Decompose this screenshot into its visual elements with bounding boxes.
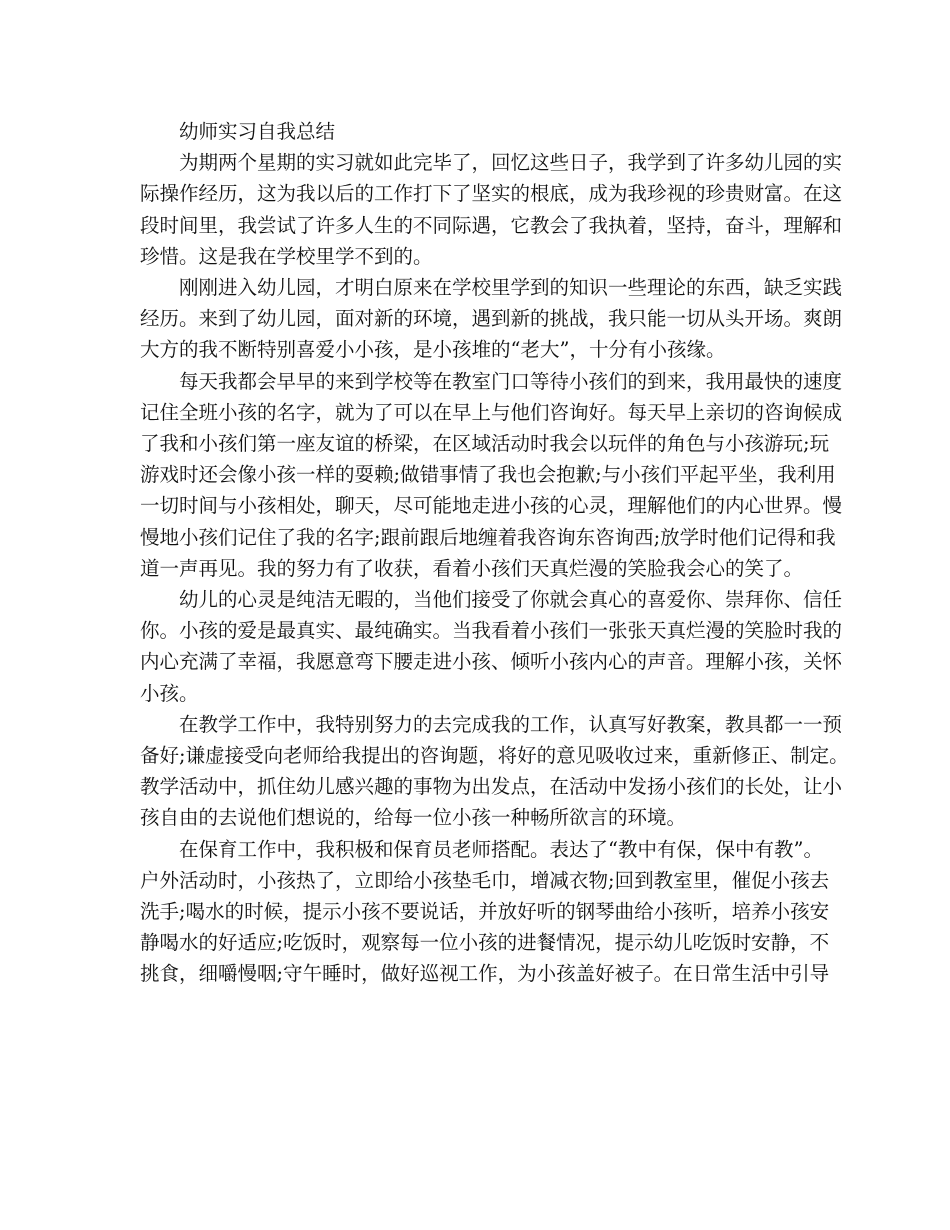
paragraph-line: 备好;谦虚接受向老师给我提出的咨询题，将好的意见吸收过来，重新修正、制定。	[140, 744, 849, 768]
paragraph-line: 洗手;喝水的时候，提示小孩不要说话，并放好听的钢琴曲给小孩听，培养小孩安	[140, 900, 830, 924]
paragraph-line: 了我和小孩们第一座友谊的桥梁，在区域活动时我会以玩伴的角色与小孩游玩;玩	[140, 432, 830, 456]
paragraph	[140, 834, 830, 990]
paragraph-line: 刚刚进入幼儿园，才明白原来在学校里学到的知识一些理论的东西，缺乏实践	[179, 276, 843, 300]
paragraph-line: 幼儿的心灵是纯洁无暇的，当他们接受了你就会真心的喜爱你、崇拜你、信任	[179, 588, 843, 612]
paragraph	[140, 147, 843, 272]
paragraph-line: 教学活动中，抓住幼儿感兴趣的事物为出发点，在活动中发扬小孩们的长处，让小	[140, 775, 843, 799]
paragraph	[140, 709, 849, 834]
document-title: 幼师实习自我总结	[179, 120, 336, 143]
paragraph-line: 大方的我不断特别喜爱小小孩，是小孩堆的“老大”，十分有小孩缘。	[140, 338, 726, 362]
paragraph-line: 挑食，细嚼慢咽;守午睡时，做好巡视工作，为小孩盖好被子。在日常生活中引导	[140, 962, 830, 986]
paragraph-line: 珍惜。这是我在学校里学不到的。	[140, 244, 433, 268]
paragraph-line: 在教学工作中，我特别努力的去完成我的工作，认真写好教案，教具都一一预	[179, 712, 843, 736]
paragraph	[140, 366, 843, 584]
paragraph-line: 一切时间与小孩相处，聊天，尽可能地走进小孩的心灵，理解他们的内心世界。慢	[140, 494, 843, 518]
paragraph	[140, 584, 843, 709]
paragraph-line: 游戏时还会像小孩一样的耍赖;做错事情了我也会抱歉;与小孩们平起平坐，我利用	[140, 463, 836, 487]
paragraph-line: 道一声再见。我的努力有了收获，看着小孩们天真烂漫的笑脸我会心的笑了。	[140, 556, 804, 580]
paragraph-line: 小孩。	[140, 681, 199, 705]
paragraph-line: 际操作经历，这为我以后的工作打下了坚实的根底，成为我珍视的珍贵财富。在这	[140, 182, 843, 206]
paragraph-line: 内心充满了幸福，我愿意弯下腰走进小孩、倾听小孩内心的声音。理解小孩，关怀	[140, 650, 843, 674]
paragraph-line: 为期两个星期的实习就如此完毕了，回忆这些日子，我学到了许多幼儿园的实	[179, 151, 843, 175]
paragraph-line: 慢地小孩们记住了我的名字;跟前跟后地缠着我咨询东咨询西;放学时他们记得和我	[140, 525, 836, 549]
paragraph-line: 记住全班小孩的名字，就为了可以在早上与他们咨询好。每天早上亲切的咨询候成	[140, 400, 843, 424]
paragraph-line: 孩自由的去说他们想说的，给每一位小孩一种畅所欲言的环境。	[140, 806, 687, 830]
paragraph-line: 段时间里，我尝试了许多人生的不同际遇，它教会了我执着，坚持，奋斗，理解和	[140, 213, 843, 237]
paragraph-line: 经历。来到了幼儿园，面对新的环境，遇到新的挑战，我只能一切从头开场。爽朗	[140, 307, 843, 331]
paragraph-line: 户外活动时，小孩热了，立即给小孩垫毛巾，增减衣物;回到教室里，催促小孩去	[140, 868, 830, 892]
paragraph-line: 静喝水的好适应;吃饭时，观察每一位小孩的进餐情况，提示幼儿吃饭时安静，不	[140, 931, 830, 955]
document-body	[140, 116, 849, 990]
paragraph-line: 你。小孩的爱是最真实、最纯确实。当我看着小孩们一张张天真烂漫的笑脸时我的	[140, 619, 843, 643]
paragraph	[140, 272, 843, 366]
paragraph-line: 每天我都会早早的来到学校等在教室门口等待小孩们的到来，我用最快的速度	[179, 369, 843, 393]
paragraph-line: 在保育工作中，我积极和保育员老师搭配。表达了“教中有保，保中有教”。	[179, 837, 823, 861]
